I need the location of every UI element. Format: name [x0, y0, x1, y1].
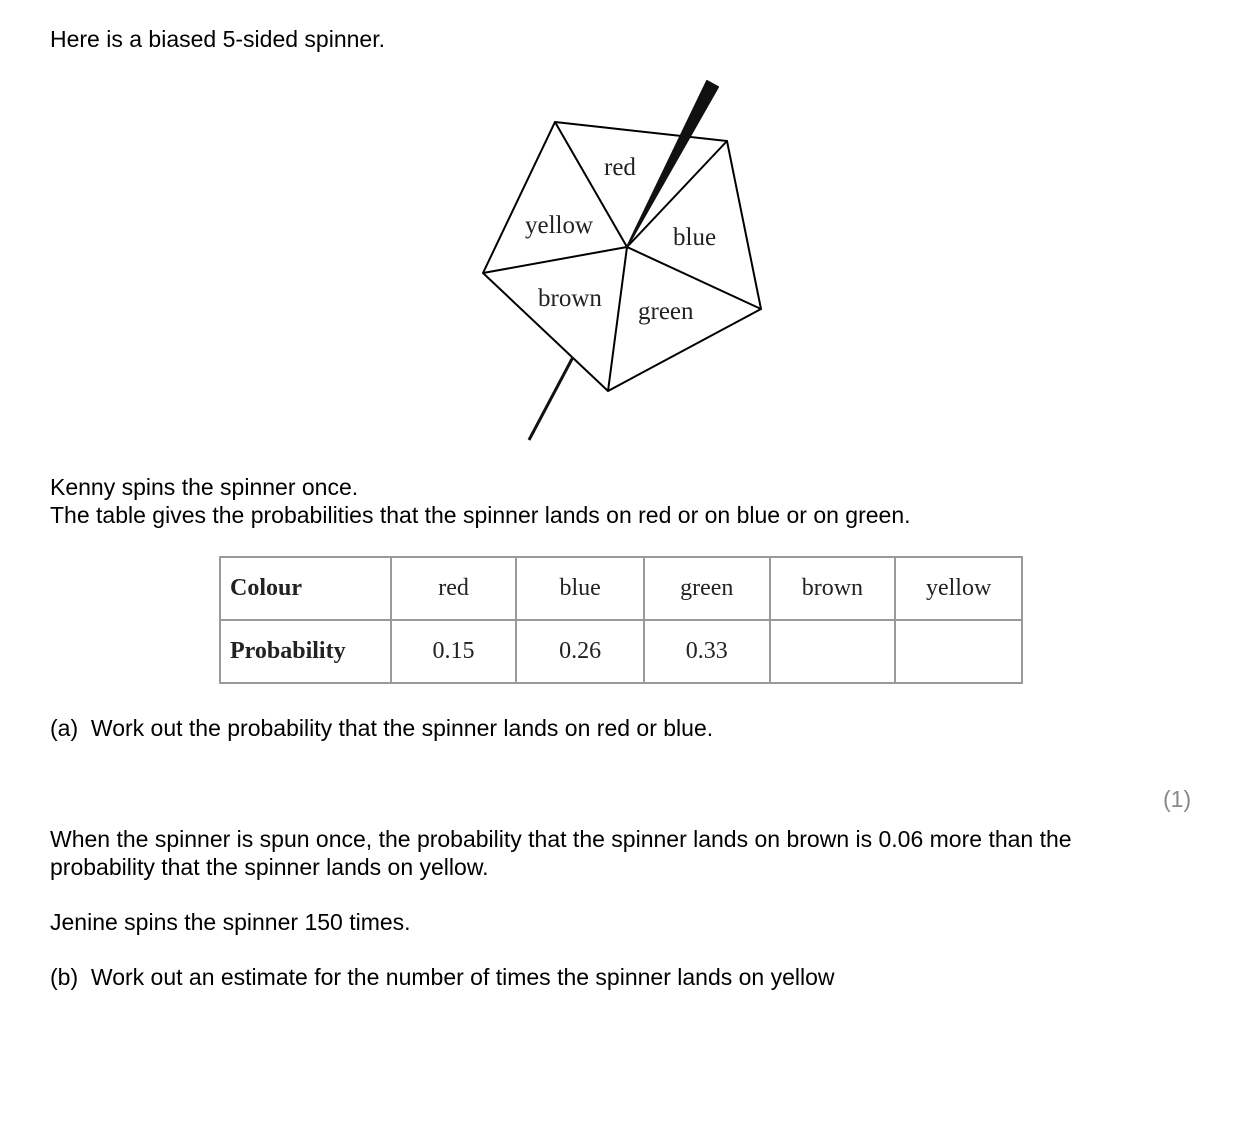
question-b-text: Work out an estimate for the number of times the spinner lands on yellow [90, 964, 835, 990]
table-cell-colour-brown: brown [770, 557, 896, 620]
jenine-text: Jenine spins the spinner 150 times. [50, 909, 411, 935]
table-intro-text: The table gives the probabilities that the spinner lands on red or on blue or on green. [50, 502, 911, 528]
table-cell-prob-brown[interactable] [770, 620, 896, 683]
info-text-line1: When the spinner is spun once, the probability that the spinner lands on brown is 0.06 more than the [50, 826, 1072, 852]
table-row-colour [220, 557, 1022, 620]
table-cell-prob-yellow[interactable] [895, 620, 1022, 683]
question-a [50, 714, 713, 742]
table-cell-prob-red: 0.15 [391, 620, 517, 683]
spinner-label-yellow: yellow [525, 212, 594, 239]
table-header-colour: Colour [220, 557, 391, 620]
table-cell-colour-green: green [644, 557, 770, 620]
intro-text: Here is a biased 5-sided spinner. [50, 26, 385, 52]
spinner-pointer-tail [529, 357, 573, 440]
table-cell-colour-yellow: yellow [895, 557, 1022, 620]
question-b [50, 963, 835, 991]
spinner-label-brown: brown [538, 285, 602, 312]
spinner-label-green: green [638, 298, 694, 325]
question-a-marks: (1) [1163, 786, 1192, 812]
spinner-label-blue: blue [673, 224, 717, 251]
spinner-diagram [470, 70, 780, 450]
table-cell-colour-red: red [391, 557, 517, 620]
kenny-text: Kenny spins the spinner once. [50, 474, 359, 500]
question-a-label: (a) [50, 715, 79, 741]
table-cell-colour-blue: blue [516, 557, 644, 620]
table-header-probability: Probability [220, 620, 391, 683]
spinner-label-red: red [604, 154, 636, 181]
table-cell-prob-green: 0.33 [644, 620, 770, 683]
probability-table [219, 556, 1023, 684]
table-row-probability [220, 620, 1022, 683]
table-cell-prob-blue: 0.26 [516, 620, 644, 683]
question-b-label: (b) [50, 964, 79, 990]
info-text-line2: probability that the spinner lands on yellow. [50, 854, 489, 880]
question-a-text: Work out the probability that the spinner lands on red or blue. [90, 715, 714, 741]
